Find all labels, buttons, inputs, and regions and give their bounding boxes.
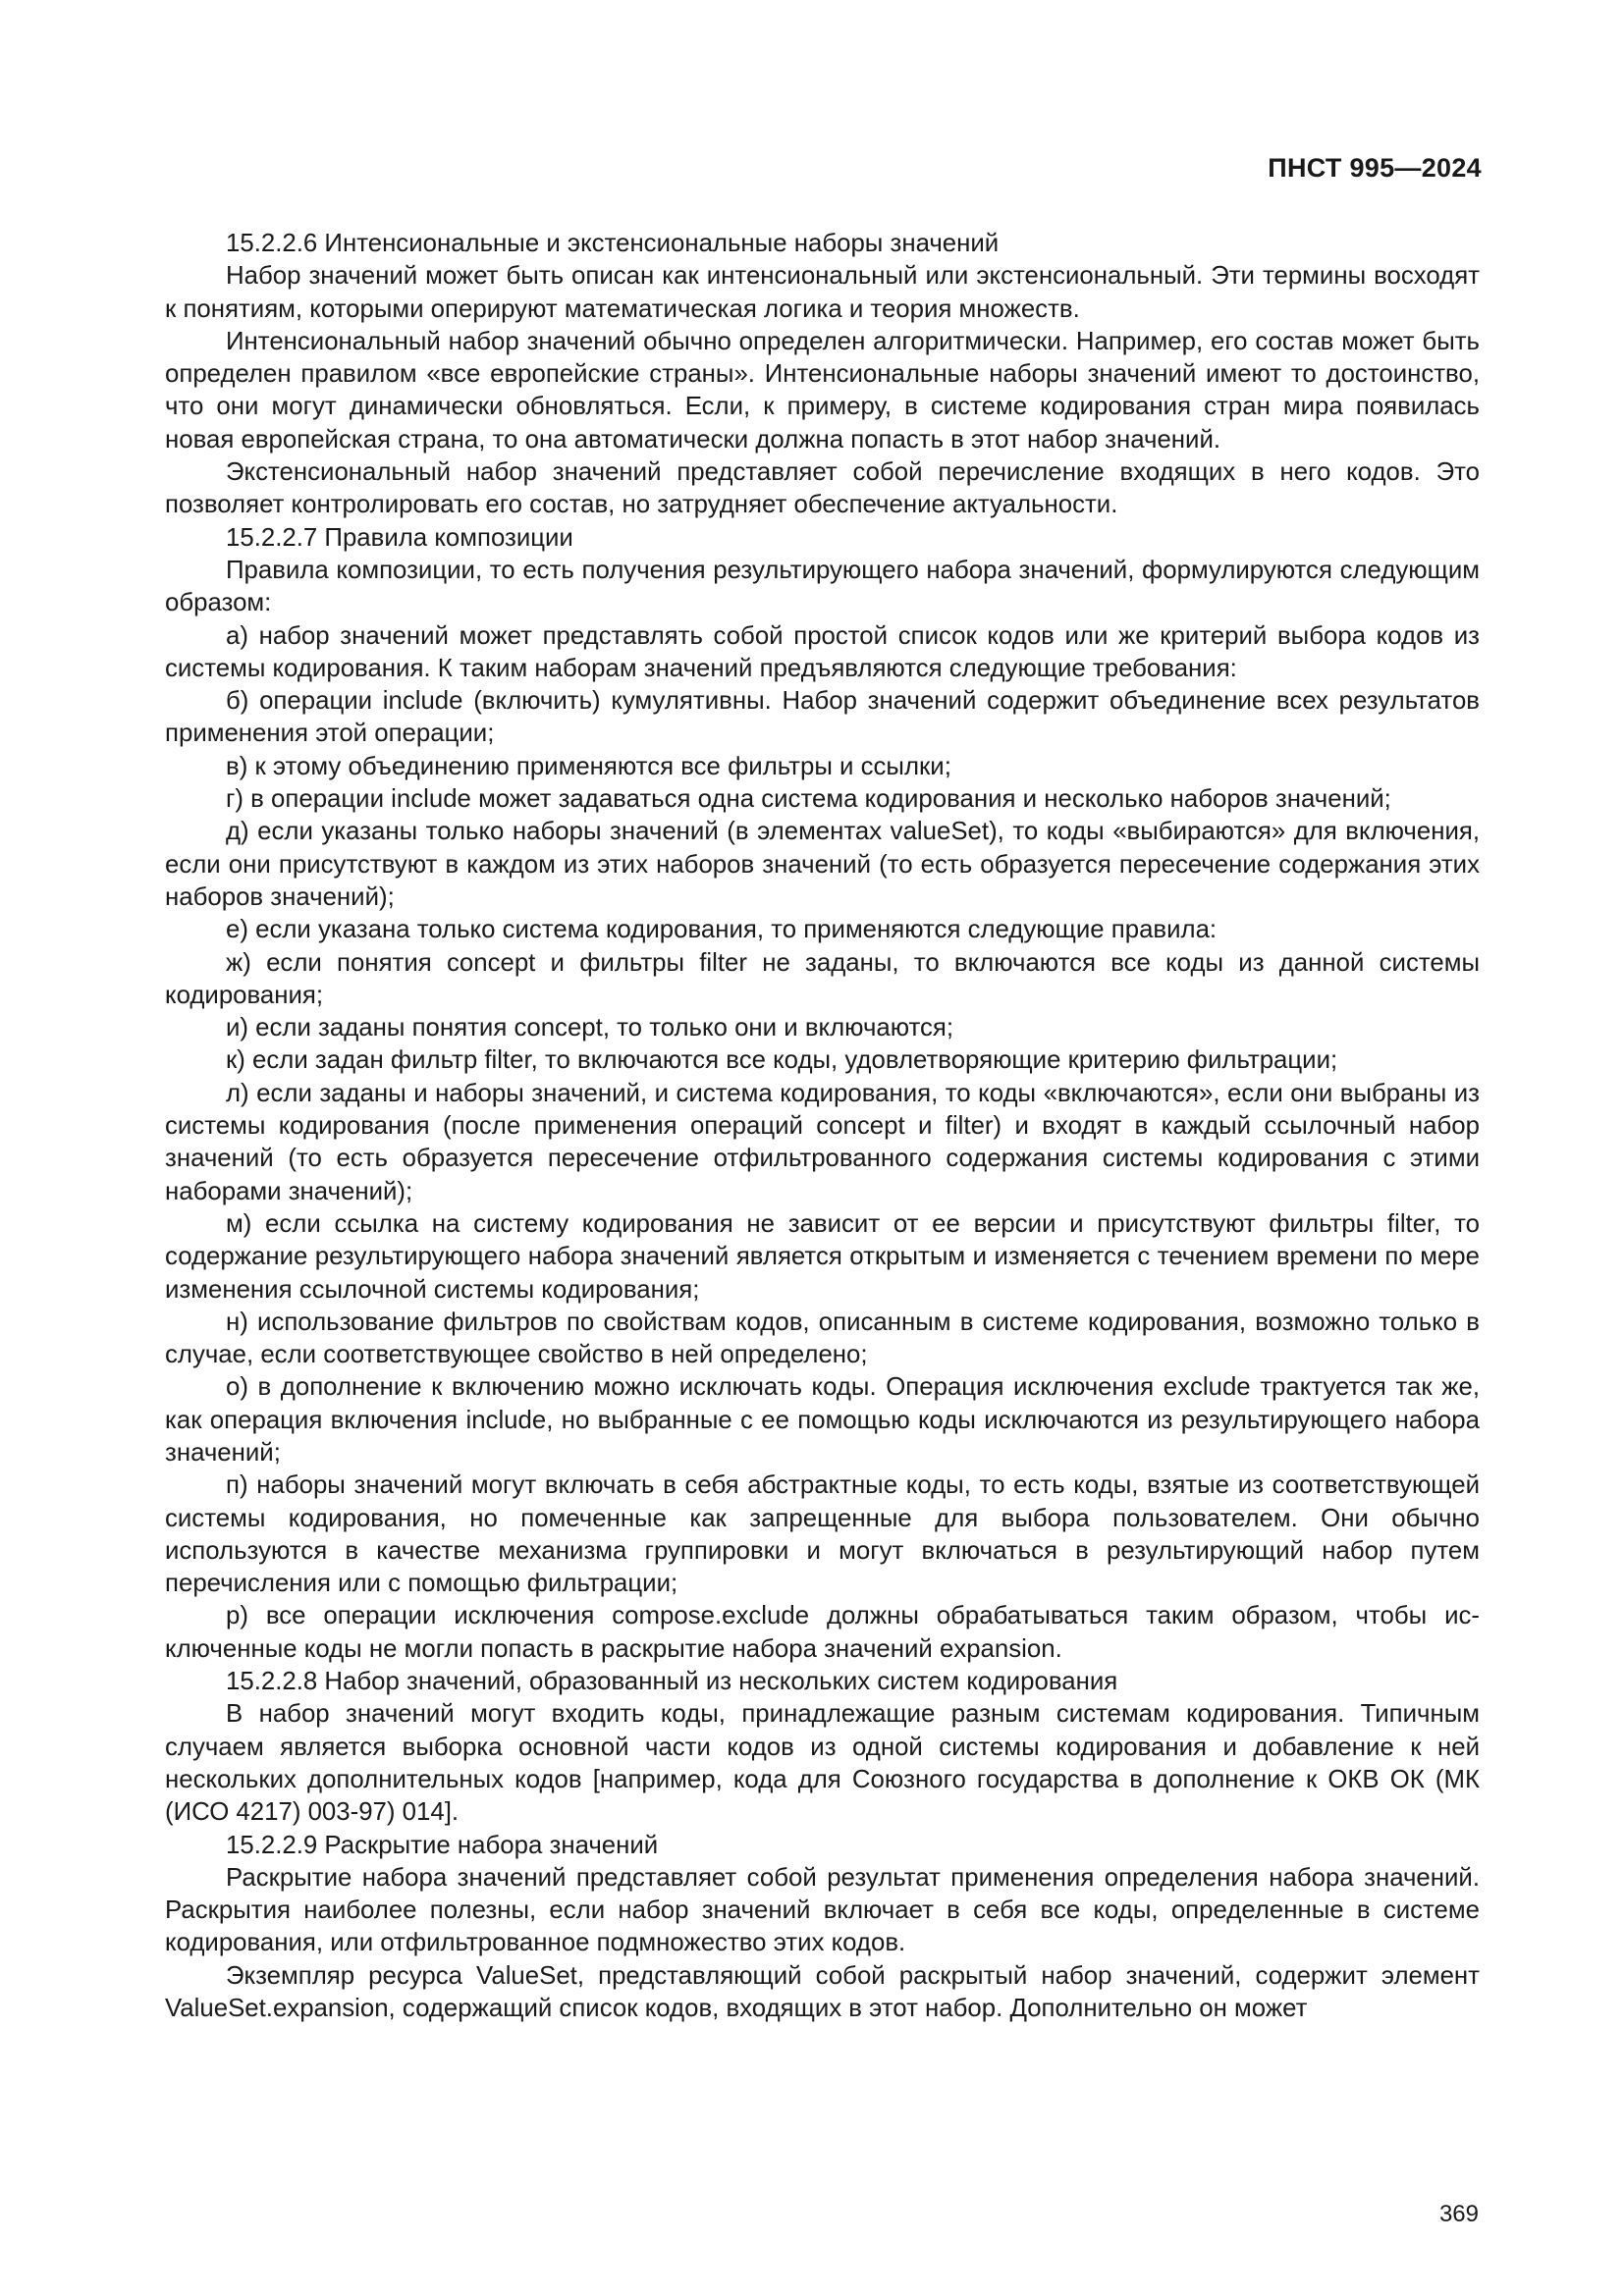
list-item: л) если заданы и наборы значений, и система кодирования, то коды «включаются», если они выбраны из системы кодирования (после применения операций concept и filter) и входят в каждый ссылочный набор значений (то есть образуется пересечение отфильтрованного содержания системы кодирования с этими наборами значений); xyxy=(165,1079,1480,1205)
section-heading: 15.2.2.7 Правила композиции xyxy=(226,523,573,552)
list-item: м) если ссылка на систему кодирования не зависит от ее версии и присутствуют фильтры filter, то содержание результирующего набора значений является открытым и изменяется с течением времени по мере изменения ссылочной системы кодирования; xyxy=(165,1209,1480,1304)
list-item: о) в дополнение к включению можно исключать коды. Операция исключения exclude трактуется так же, как операция включения include, но выбранные с ее помощью коды исключаются из результирующего набора значений; xyxy=(165,1373,1480,1467)
list-item: б) операции include (включить) кумулятивны. Набор значений содержит объединение всех результатов применения этой операции; xyxy=(165,687,1480,748)
list-item: в) к этому объединению применяются все фильтры и ссылки; xyxy=(226,752,951,780)
paragraph: Набор значений может быть описан как интенсиональный или экстенсиональный. Эти термины восходят к понятиям, которыми оперируют математическая логика и теория множеств. xyxy=(165,262,1480,323)
list-item: п) наборы значений могут включать в себя абстрактные коды, то есть коды, взятые из соответствующей системы кодирования, но помеченные как запрещенные для выбора пользователем. Они обычно используются в качестве механизма группировки и могут включаться в результирующий набор путем перечисления или с помощью фильтрации; xyxy=(165,1471,1480,1598)
paragraph: Экстенсиональный набор значений представляет собой перечисление входящих в него кодов. Это позволяет контролировать его состав, но затрудняет обеспечение актуальности. xyxy=(165,458,1480,519)
paragraph: В набор значений могут входить коды, принадлежащие разным системам кодирования. Типичным случаем является выборка основной части кодов из одной системы кодирования и добавление к ней нескольких дополнительных кодов [например, кода для Союзного государства в дополнение к ОКВ ОК (МК (ИСО 4217) 003-97) 014]. xyxy=(165,1700,1480,1827)
section-heading: 15.2.2.6 Интенсиональные и экстенсиональные наборы значений xyxy=(226,230,1000,257)
page-number: 369 xyxy=(1438,2201,1479,2227)
list-item: и) если заданы понятия concept, то только они и включаются; xyxy=(226,1014,954,1042)
section-heading: 15.2.2.9 Раскрытие набора значений xyxy=(226,1831,659,1859)
paragraph: Интенсиональный набор значений обычно определен алгоритмически. Например, его состав может быть определен правилом «все европейские страны». Интенсиональные наборы значений имеют то достоинство, что они могут динамически обновляться. Если, к примеру, в системе кодирования стран мира появилась новая европейская страна, то она автоматически должна попасть в этот набор значений. xyxy=(165,327,1480,454)
list-item: г) в операции include может задаваться одна система кодирования и несколько наборов значений; xyxy=(226,785,1391,814)
section-heading: 15.2.2.8 Набор значений, образованный из нескольких систем кодирования xyxy=(226,1668,1118,1696)
list-item: к) если задан фильтр filter, то включаются все коды, удовлетворяющие критерию фильтрации; xyxy=(226,1046,1338,1075)
page-body xyxy=(165,228,1480,2025)
list-item: р) все операции исключения compose.exclude должны обрабатываться таким образом, чтобы исключенные коды не могли попасть в раскрытие набора значений expansion. xyxy=(165,1602,1480,1663)
list-item: ж) если понятия concept и фильтры filter не заданы, то включаются все коды из данной системы кодирования; xyxy=(165,948,1480,1009)
paragraph: Правила композиции, то есть получения результирующего набора значений, формулируются следующим образом: xyxy=(165,556,1480,617)
paragraph: Раскрытие набора значений представляет собой результат применения определения набора значений. Раскрытия наиболее полезны, если набор значений включает в себя все коды, определенные в системе кодирования, или отфильтрованное подмножество этих кодов. xyxy=(165,1863,1480,1957)
list-item: е) если указана только система кодирования, то применяются следующие правила: xyxy=(226,916,1218,944)
paragraph: Экземпляр ресурса ValueSet, представляющий собой раскрытый набор значений, содержит элемент ValueSet.expansion, содержащий список кодов, входящих в этот набор. Дополнительно он может xyxy=(165,1961,1480,2023)
list-item: н) использование фильтров по свойствам кодов, описанным в системе кодирования, возможно только в случае, если соответствующее свойство в ней определено; xyxy=(165,1308,1480,1369)
list-item: д) если указаны только наборы значений (в элементах valueSet), то коды «выбираются» для включения, если они присутствуют в каждом из этих наборов значений (то есть образуется пересечение содержания этих наборов значений); xyxy=(165,818,1480,911)
list-item: а) набор значений может представлять собой простой список кодов или же критерий выбора кодов из системы кодирования. К таким наборам значений предъявляются следующие требования: xyxy=(165,621,1480,682)
document-id: ПНСТ 995—2024 xyxy=(1268,153,1482,183)
